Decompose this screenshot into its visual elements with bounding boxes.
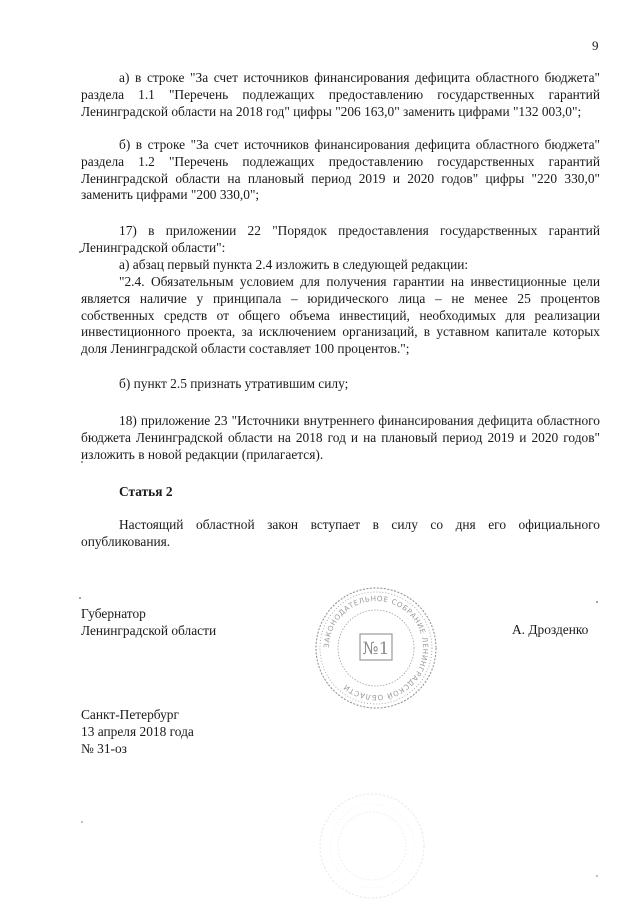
article-text: Настоящий областной закон вступает в силу со дня его официального опубликования. <box>81 517 600 549</box>
page-number: 9 <box>592 38 599 53</box>
city: Санкт-Петербург <box>81 707 179 722</box>
law-number: № 31-оз <box>81 741 127 756</box>
paragraph-b-1: б) в строке "За счет источников финансирования дефицита областного бюджета" раздела 1.2 "Перечень подлежащих предоставлению государственных гарантий Ленинградской области на плановый период 2019 и 2020 годов" цифры "220 330,0" заменить цифрами "200 330,0"; <box>81 137 600 203</box>
paragraph-b-2: б) пункт 2.5 признать утратившим силу; <box>119 376 349 391</box>
article-heading: Статья 2 <box>119 484 173 499</box>
svg-text:ЗАКОНОДАТЕЛЬНОЕ СОБРАНИЕ ЛЕНИН: ЗАКОНОДАТЕЛЬНОЕ СОБРАНИЕ ЛЕНИНГРАДСКОЙ ОБЛАСТИ <box>321 593 431 703</box>
paragraph-item-18: 18) приложение 23 "Источники внутреннего финансирования дефицита областного бюджета Ленинградской области на 2018 год и на плановый период 2019 и 2020 годов" изложить в новой редакции (прилагается). <box>81 413 600 462</box>
paragraph-item-17: 17) в приложении 22 "Порядок предоставления государственных гарантий Ленинградской области": <box>81 223 600 255</box>
paragraph-quote-2-4: "2.4. Обязательным условием для получения гарантии на инвестиционные цели является наличие у принципала – юридического лица – не менее 25 процентов собственных средств от общего объема инвестиций, необходимых для реализации инвестиционного проекта, за исключением организаций, в уставном капитале которых доля Ленинградской области составляет 100 процентов."; <box>81 274 600 357</box>
signature-title-line1: Губернатор <box>81 606 146 621</box>
date: 13 апреля 2018 года <box>81 724 194 739</box>
signature-title-line2: Ленинградской области <box>81 623 217 638</box>
signature-name: А. Дрозденко <box>512 622 589 637</box>
svg-text:№1: №1 <box>362 639 390 659</box>
paragraph-a-1: а) в строке "За счет источников финансирования дефицита областного бюджета" раздела 1.1 "Перечень подлежащих предоставлению государственных гарантий Ленинградской области на 2018 год" цифры "206 163,0" заменить цифрами "132 003,0"; <box>81 70 600 119</box>
paragraph-a-2: а) абзац первый пункта 2.4 изложить в следующей редакции: <box>119 257 469 272</box>
